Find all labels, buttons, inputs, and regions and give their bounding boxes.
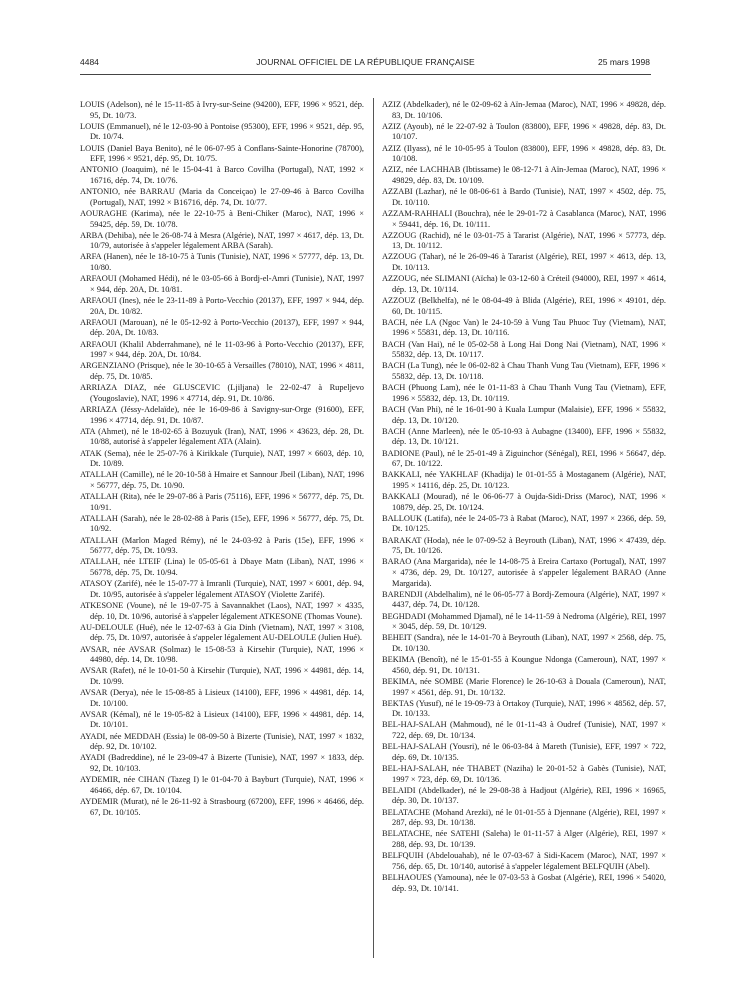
header-rule <box>80 74 651 75</box>
entry-item: ARFAOUI (Khalil Abderrahmane), né le 11-03-96 à Porto-Vecchio (20137), EFF, 1997 × 944, dép. 20A, Dt. 10/84. <box>80 339 364 360</box>
entry-item: ATALLAH (Marlon Maged Rémy), né le 24-03-92 à Paris (15e), EFF, 1996 × 56777, dép. 75, Dt. 10/93. <box>80 535 364 556</box>
entry-item: BEL-HAJ-SALAH, née THABET (Naziha) le 20-01-52 à Gabès (Tunisie), NAT, 1997 × 723, dép. 69, Dt. 10/136. <box>382 764 666 784</box>
entry-item: AZZOUG (Tahar), né le 26-09-46 à Tararist (Algérie), REI, 1997 × 4613, dép. 13, Dt. 10/113. <box>382 252 666 273</box>
entry-item: BACH (Anne Marleen), née le 05-10-93 à Aubagne (13400), EFF, 1996 × 55832, dép. 13, Dt. 10/121. <box>382 426 666 447</box>
entry-item: LOUIS (Daniel Baya Benito), né le 06-07-95 à Conflans-Sainte-Honorine (78700), EFF, 1996 × 9521, dép. 95, Dt. 10/75. <box>80 143 364 164</box>
entry-item: ARFAOUI (Ines), née le 23-11-89 à Porto-Vecchio (20137), EFF, 1997 × 944, dép. 20A, Dt. 10/82. <box>80 296 364 316</box>
entry-item: ATA (Ahmet), né le 18-02-65 à Bozuyuk (Iran), NAT, 1996 × 43623, dép. 28, Dt. 10/88, autorisé à s'appeler légalement ATA (Alain). <box>80 426 364 447</box>
entry-item: ARFAOUI (Mohamed Hédi), né le 03-05-66 à Bordj-el-Amri (Tunisie), NAT, 1997 × 944, dép. 20A, Dt. 10/81. <box>80 274 364 294</box>
entry-item: ARRIAZA DIAZ, née GLUSCEVIC (Ljiljana) le 22-02-47 à Rupeljevo (Yougoslavie), NAT, 1996 × 47714, dép. 91, Dt. 10/86. <box>80 383 364 403</box>
entry-item: BELHAOUES (Yamouna), née le 07-03-53 à Gosbat (Algérie), REI, 1996 × 54020, dép. 93, Dt. 10/141. <box>382 872 666 893</box>
entry-item: ANTONIO, née BARRAU (Maria da Conceiçao) le 27-09-46 à Barco Covilha (Portugal), NAT, 1992 × B16716, dép. 74, Dt. 10/77. <box>80 187 364 207</box>
entry-item: BARENDJI (Abdelhalim), né le 06-05-77 à Bordj-Zemoura (Algérie), NAT, 1997 × 4437, dép. 74, Dt. 10/128. <box>382 589 666 610</box>
entry-item: ARFAOUI (Marouan), né le 05-12-92 à Porto-Vecchio (20137), EFF, 1997 × 944, dép. 20A, Dt. 10/83. <box>80 317 364 338</box>
entry-item: AZIZ (Ayoub), né le 22-07-92 à Toulon (83800), EFF, 1996 × 49828, dép. 83, Dt. 10/107. <box>382 121 666 142</box>
entry-item: BACH (Van Hai), né le 05-02-58 à Long Hai Dong Nai (Vietnam), NAT, 1996 × 55832, dép. 13, Dt. 10/117. <box>382 339 666 360</box>
entry-item: BACH (Van Phi), né le 16-01-90 à Kuala Lumpur (Malaisie), EFF, 1996 × 55832, dép. 13, Dt. 10/120. <box>382 404 666 425</box>
entry-item: AU-DELOULE (Hué), née le 12-07-63 à Gia Dinh (Vietnam), NAT, 1997 × 3108, dép. 75, Dt. 10/97, autorisée à s'appeler légalement AU-DELOULE (Julien Hué). <box>80 622 364 643</box>
entry-item: AYADI (Badreddine), né le 23-09-47 à Bizerte (Tunisie), NAT, 1997 × 1833, dép. 92, Dt. 10/103. <box>80 753 364 774</box>
entry-item: ATKESONE (Voune), né le 19-07-75 à Savannakhet (Laos), NAT, 1997 × 4335, dép. 10, Dt. 10/96, autorisé à s'appeler légalement ATKESONE (Thomas Voune). <box>80 600 364 621</box>
entry-item: AYADI, née MEDDAH (Essia) le 08-09-50 à Bizerte (Tunisie), NAT, 1997 × 1832, dép. 92, Dt. 10/102. <box>80 731 364 752</box>
entry-item: AZIZ, née LACHHAB (Ibtissame) le 08-12-71 à Aïn-Jemaa (Maroc), NAT, 1996 × 49829, dép. 83, Dt. 10/109. <box>382 165 666 185</box>
entry-item: AOURAGHE (Karima), née le 22-10-75 à Beni-Chiker (Maroc), NAT, 1996 × 59425, dép. 59, Dt. 10/78. <box>80 208 364 229</box>
entry-item: BACH (La Tung), née le 06-02-82 à Chau Thanh Vung Tau (Vietnam), EFF, 1996 × 55832, dép. 13, Dt. 10/118. <box>382 361 666 381</box>
page-number: 4484 <box>80 57 99 67</box>
entry-item: BEKTAS (Yusuf), né le 19-09-73 à Ortakoy (Turquie), NAT, 1996 × 48562, dép. 57, Dt. 10/133. <box>382 698 666 719</box>
entry-item: ATASOY (Zarifé), née le 15-07-77 à Imranli (Turquie), NAT, 1997 × 6001, dép. 94, Dt. 10/95, autorisée à s'appeler légalement ATASOY (Violette Zarifé). <box>80 579 364 599</box>
entry-item: LOUIS (Adelson), né le 15-11-85 à Ivry-sur-Seine (94200), EFF, 1996 × 9521, dép. 95, Dt. 10/73. <box>80 100 364 120</box>
right-column <box>382 100 666 895</box>
entry-item: BEKIMA, née SOMBE (Marie Florence) le 26-10-63 à Douala (Cameroun), NAT, 1997 × 4561, dép. 91, Dt. 10/132. <box>382 676 666 697</box>
entry-item: AVSAR (Rafet), né le 10-01-50 à Kirsehir (Turquie), NAT, 1996 × 44981, dép. 14, Dt. 10/99. <box>80 666 364 686</box>
entry-item: BELATACHE, née SATEHI (Saleha) le 01-11-57 à Alger (Algérie), REI, 1997 × 288, dép. 93, Dt. 10/139. <box>382 829 666 849</box>
entry-item: AVSAR (Derya), née le 15-08-85 à Lisieux (14100), EFF, 1996 × 44981, dép. 14, Dt. 10/100. <box>80 688 364 708</box>
issue-date: 25 mars 1998 <box>598 57 650 67</box>
entry-item: AZZABI (Lazhar), né le 08-06-61 à Bardo (Tunisie), NAT, 1997 × 4502, dép. 75, Dt. 10/110. <box>382 187 666 207</box>
entry-item: BAKKALI, née YAKHLAF (Khadija) le 01-01-55 à Mostaganem (Algérie), NAT, 1995 × 14116, dép. 25, Dt. 10/123. <box>382 470 666 490</box>
entry-item: ATALLAH (Sarah), née le 28-02-88 à Paris (15e), EFF, 1996 × 56777, dép. 75, Dt. 10/92. <box>80 513 364 534</box>
entry-item: AZZOUZ (Belkhelfa), né le 08-04-49 à Blida (Algérie), REI, 1996 × 49101, dép. 60, Dt. 10/115. <box>382 296 666 316</box>
entry-item: BEHEIT (Sandra), née le 14-01-70 à Beyrouth (Liban), NAT, 1997 × 2568, dép. 75, Dt. 10/130. <box>382 633 666 653</box>
entry-item: BEL-HAJ-SALAH (Yousri), né le 06-03-84 à Mareth (Tunisie), EFF, 1997 × 722, dép. 69, Dt. 10/135. <box>382 742 666 762</box>
entry-item: AZIZ (Ilyass), né le 10-05-95 à Toulon (83800), EFF, 1996 × 49828, dép. 83, Dt. 10/108. <box>382 143 666 164</box>
entry-item: BELAIDI (Abdelkader), né le 29-08-38 à Hadjout (Algérie), REI, 1996 × 16965, dép. 30, Dt. 10/137. <box>382 785 666 806</box>
entry-item: BARAO (Ana Margarida), née le 14-08-75 à Ereira Cartaxo (Portugal), NAT, 1997 × 4736, dép. 29, Dt. 10/127, autorisée à s'appeler légalement BARAO (Anne Margarida). <box>382 557 666 588</box>
entry-item: ATAK (Sema), née le 25-07-76 à Kirikkale (Turquie), NAT, 1997 × 6603, dép. 10, Dt. 10/89. <box>80 448 364 469</box>
entry-item: AVSAR (Kémal), né le 19-05-82 à Lisieux (14100), EFF, 1996 × 44981, dép. 14, Dt. 10/101. <box>80 709 364 730</box>
entry-item: ARBA (Dehiba), née le 26-08-74 à Mesra (Algérie), NAT, 1997 × 4617, dép. 13, Dt. 10/79, autorisée à s'appeler légalement ARBA (Sarah). <box>80 230 364 251</box>
journal-title: JOURNAL OFFICIEL DE LA RÉPUBLIQUE FRANÇAISE <box>256 57 475 67</box>
entry-item: BARAKAT (Hoda), née le 07-09-52 à Beyrouth (Liban), NAT, 1996 × 47439, dép. 75, Dt. 10/126. <box>382 535 666 556</box>
entry-item: ATALLAH (Rita), née le 29-07-86 à Paris (75116), EFF, 1996 × 56777, dép. 75, Dt. 10/91. <box>80 492 364 512</box>
entry-item: AZIZ (Abdelkader), né le 02-09-62 à Aïn-Jemaa (Maroc), NAT, 1996 × 49828, dép. 83, Dt. 10/106. <box>382 100 666 120</box>
entry-item: BACH (Phuong Lam), née le 01-11-83 à Chau Thanh Vung Tau (Vietnam), EFF, 1996 × 55832, dép. 13, Dt. 10/119. <box>382 383 666 403</box>
column-separator <box>373 98 374 958</box>
page-header <box>0 57 731 69</box>
entry-item: BALLOUK (Latifa), née le 24-05-73 à Rabat (Maroc), NAT, 1997 × 2366, dép. 59, Dt. 10/125. <box>382 513 666 534</box>
entry-item: AZZOUG (Rachid), né le 03-01-75 à Tararist (Algérie), NAT, 1996 × 57773, dép. 13, Dt. 10/112. <box>382 230 666 251</box>
entry-item: ARRIAZA (Jéssy-Adelaïde), née le 16-09-86 à Savigny-sur-Orge (91600), EFF, 1996 × 47714, dép. 91, Dt. 10/87. <box>80 404 364 425</box>
entry-item: LOUIS (Emmanuel), né le 12-03-90 à Pontoise (95300), EFF, 1996 × 9521, dép. 95, Dt. 10/74. <box>80 121 364 142</box>
entry-item: AYDEMIR, née CIHAN (Tazeg I) le 01-04-70 à Bayburt (Turquie), NAT, 1996 × 46466, dép. 67, Dt. 10/104. <box>80 775 364 795</box>
entry-item: ATALLAH (Camille), né le 20-10-58 à Hmaire et Sannour Jbeil (Liban), NAT, 1996 × 56777, dép. 75, Dt. 10/90. <box>80 470 364 490</box>
entry-item: BEL-HAJ-SALAH (Mahmoud), né le 01-11-43 à Oudref (Tunisie), NAT, 1997 × 722, dép. 69, Dt. 10/134. <box>382 720 666 741</box>
entry-item: BEKIMA (Benoît), né le 15-01-55 à Koungue Ndonga (Cameroun), NAT, 1997 × 4560, dép. 91, Dt. 10/131. <box>382 655 666 675</box>
entry-item: AZZOUG, née SLIMANI (Aïcha) le 03-12-60 à Créteil (94000), REI, 1997 × 4614, dép. 13, Dt. 10/114. <box>382 274 666 294</box>
entry-item: BACH, née LA (Ngoc Van) le 24-10-59 à Vung Tau Phuoc Tuy (Vietnam), NAT, 1996 × 55831, dép. 13, Dt. 10/116. <box>382 317 666 338</box>
entry-item: ATALLAH, née LTEIF (Lina) le 05-05-61 à Dbaye Matn (Liban), NAT, 1996 × 56778, dép. 75, Dt. 10/94. <box>80 557 364 577</box>
entry-item: BADIONE (Paul), né le 25-01-49 à Ziguinchor (Sénégal), REI, 1996 × 56647, dép. 67, Dt. 10/122. <box>382 448 666 469</box>
entry-item: BAKKALI (Mourad), né le 06-06-77 à Oujda-Sidi-Driss (Maroc), NAT, 1996 × 10879, dép. 25, Dt. 10/124. <box>382 492 666 512</box>
entry-item: BEGHDADI (Mohammed Djamal), né le 14-11-59 à Nedroma (Algérie), REI, 1997 × 3045, dép. 59, Dt. 10/129. <box>382 611 666 632</box>
entry-item: ANTONIO (Joaquim), né le 15-04-41 à Barco Covilha (Portugal), NAT, 1992 × 16716, dép. 74, Dt. 10/76. <box>80 165 364 185</box>
entry-item: BELATACHE (Mohand Arezki), né le 01-01-55 à Djennane (Algérie), REI, 1997 × 287, dép. 93, Dt. 10/138. <box>382 807 666 828</box>
entry-item: AVSAR, née AVSAR (Solmaz) le 15-08-53 à Kirsehir (Turquie), NAT, 1996 × 44980, dép. 14, Dt. 10/98. <box>80 644 364 665</box>
left-column <box>80 100 364 819</box>
entry-item: AZZAM-RAHHALI (Bouchra), née le 29-01-72 à Casablanca (Maroc), NAT, 1996 × 59441, dép. 16, Dt. 10/111. <box>382 208 666 229</box>
entry-item: ARGENZIANO (Prisque), née le 30-10-65 à Versailles (78010), NAT, 1996 × 4811, dép. 75, Dt. 10/85. <box>80 361 364 381</box>
entry-item: BELFQUIH (Abdelouahab), né le 07-03-67 à Sidi-Kacem (Maroc), NAT, 1997 × 756, dép. 65, Dt. 10/140, autorisé à s'appeler légalement BELFQUIH (Abel). <box>382 851 666 871</box>
entry-item: ARFA (Hanen), née le 18-10-75 à Tunis (Tunisie), NAT, 1996 × 57777, dép. 13, Dt. 10/80. <box>80 252 364 273</box>
entry-item: AYDEMIR (Murat), né le 26-11-92 à Strasbourg (67200), EFF, 1996 × 46466, dép. 67, Dt. 10/105. <box>80 797 364 817</box>
